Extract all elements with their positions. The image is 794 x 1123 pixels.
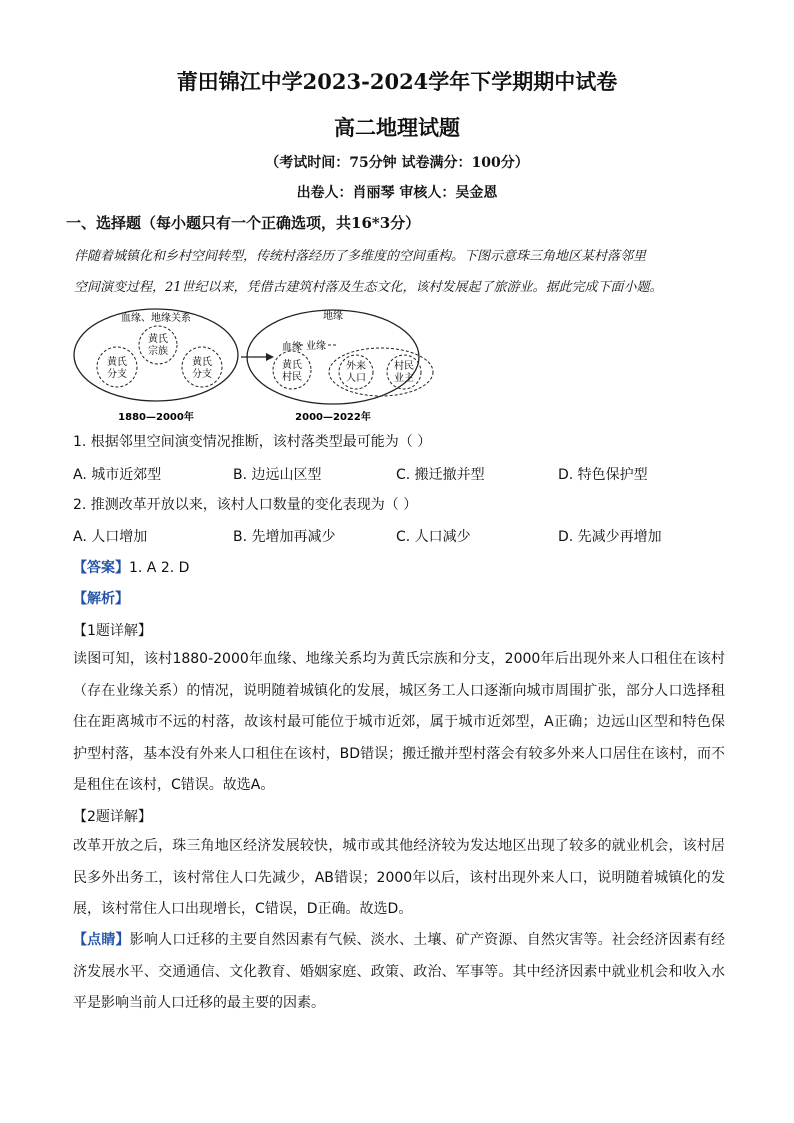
answer-text: 1. A 2. D: [129, 560, 190, 576]
clan-circle: [139, 326, 177, 364]
key-point-block: [73, 925, 725, 1020]
right-period-label: 2000—2022年: [295, 412, 371, 423]
branch-left-label-2: 分支: [107, 369, 127, 380]
analysis-tag: 【解析】: [73, 591, 129, 607]
answer-tag: 【答案】: [73, 560, 129, 576]
question-2-stem: 2. 推测改革开放以来，该村人口数量的变化表现为（ ）: [73, 497, 418, 513]
right-relation-label: 地缘: [323, 311, 343, 322]
q2-detail-text: 改革开放之后，珠三角地区经济发展较快，城市或其他经济较为发达地区出现了较多的就业机会，该村居民多外出务工，该村常住人口先减少，AB错误；2000年以后，该村出现外来人口，说明随着城镇化的发展，该村常住人口出现增长，C错误，D正确。故选D。: [73, 838, 725, 917]
villager-label-1: 黄氏: [282, 360, 302, 371]
question-1-option-d[interactable]: D. 特色保护型: [558, 467, 648, 483]
intro-line-1: 伴随着城镇化和乡村空间转型，传统村落经历了多维度的空间重构。下图示意珠三角地区某村落邻里: [74, 249, 647, 264]
question-1-stem: 1. 根据邻里空间演变情况推断，该村落类型最可能为（ ）: [73, 434, 432, 450]
analysis-heading: [73, 588, 129, 608]
question-2-option-c[interactable]: C. 人口减少: [396, 529, 471, 545]
branch-right-label-1: 黄氏: [192, 357, 212, 368]
villager-label-2: 村民: [282, 372, 302, 383]
q1-detail-heading: 【1题详解】: [73, 623, 152, 639]
section-heading: 一、选择题（每小题只有一个正确选项，共16*3分）: [66, 214, 421, 232]
question-1-option-c[interactable]: C. 搬迁撤并型: [396, 467, 485, 483]
exam-authors: 出卷人：肖丽琴 审核人：吴金恩: [296, 185, 498, 201]
question-1-option-a[interactable]: A. 城市近郊型: [73, 467, 162, 483]
transition-arrowhead: [266, 353, 274, 361]
q2-detail-heading: 【2题详解】: [73, 809, 152, 825]
branch-right-label-2: 分支: [192, 369, 212, 380]
business-ellipse: [329, 348, 433, 396]
blood-label: 血缘: [282, 342, 302, 353]
owner-label-1: 村民: [394, 361, 414, 372]
question-2-option-b[interactable]: B. 先增加再减少: [233, 529, 336, 545]
owner-label-2: 业主: [394, 373, 414, 384]
answer-line: [73, 557, 189, 577]
exam-title: 莆田锦江中学2023-2024学年下学期期中试卷: [176, 69, 618, 94]
key-point-tag: 【点睛】: [73, 932, 130, 948]
intro-line-2: 空间演变过程，21世纪以来，凭借古建筑村落及生态文化，该村发展起了旅游业。据此完成下面小题。: [74, 280, 663, 295]
business-label: 业缘: [306, 341, 326, 352]
exam-info: （考试时间：75分钟 试卷满分：100分）: [265, 155, 529, 171]
question-2-option-a[interactable]: A. 人口增加: [73, 529, 148, 545]
migrant-label-1: 外来: [346, 361, 366, 372]
question-1-option-b[interactable]: B. 边远山区型: [233, 467, 322, 483]
question-2-option-d[interactable]: D. 先减少再增加: [558, 529, 662, 545]
migrant-label-2: 人口: [346, 373, 366, 384]
clan-label-1: 黄氏: [148, 334, 168, 345]
clan-label-2: 宗族: [148, 346, 168, 357]
neighborhood-evolution-diagram: [70, 308, 440, 424]
left-relation-label: 血缘、地缘关系: [121, 313, 191, 324]
exam-subtitle: 高二地理试题: [334, 115, 460, 140]
key-point-text: 影响人口迁移的主要自然因素有气候、淡水、土壤、矿产资源、自然灾害等。社会经济因素有经济发展水平、交通通信、文化教育、婚姻家庭、政策、政治、军事等。其中经济因素中就业机会和收入水平是影响当前人口迁移的最主要的因素。: [73, 932, 726, 1011]
q1-detail-text: 读图可知，该村1880-2000年血缘、地缘关系均为黄氏宗族和分支，2000年后出现外来人口租住在该村（存在业缘关系）的情况，说明随着城镇化的发展，城区务工人口逐渐向城市周围扩张，部分人口选择租住在距离城市不远的村落，故该村最可能位于城市近郊，属于城市近郊型，A正确；边远山区型和特色保护型村落，基本没有外来人口租住在该村，BD错误；搬迁撤并型村落会有较多外来人口居住在该村，而不是租住在该村，C错误。故选A。: [73, 651, 725, 793]
left-period-label: 1880—2000年: [118, 412, 194, 423]
branch-left-label-1: 黄氏: [107, 357, 127, 368]
